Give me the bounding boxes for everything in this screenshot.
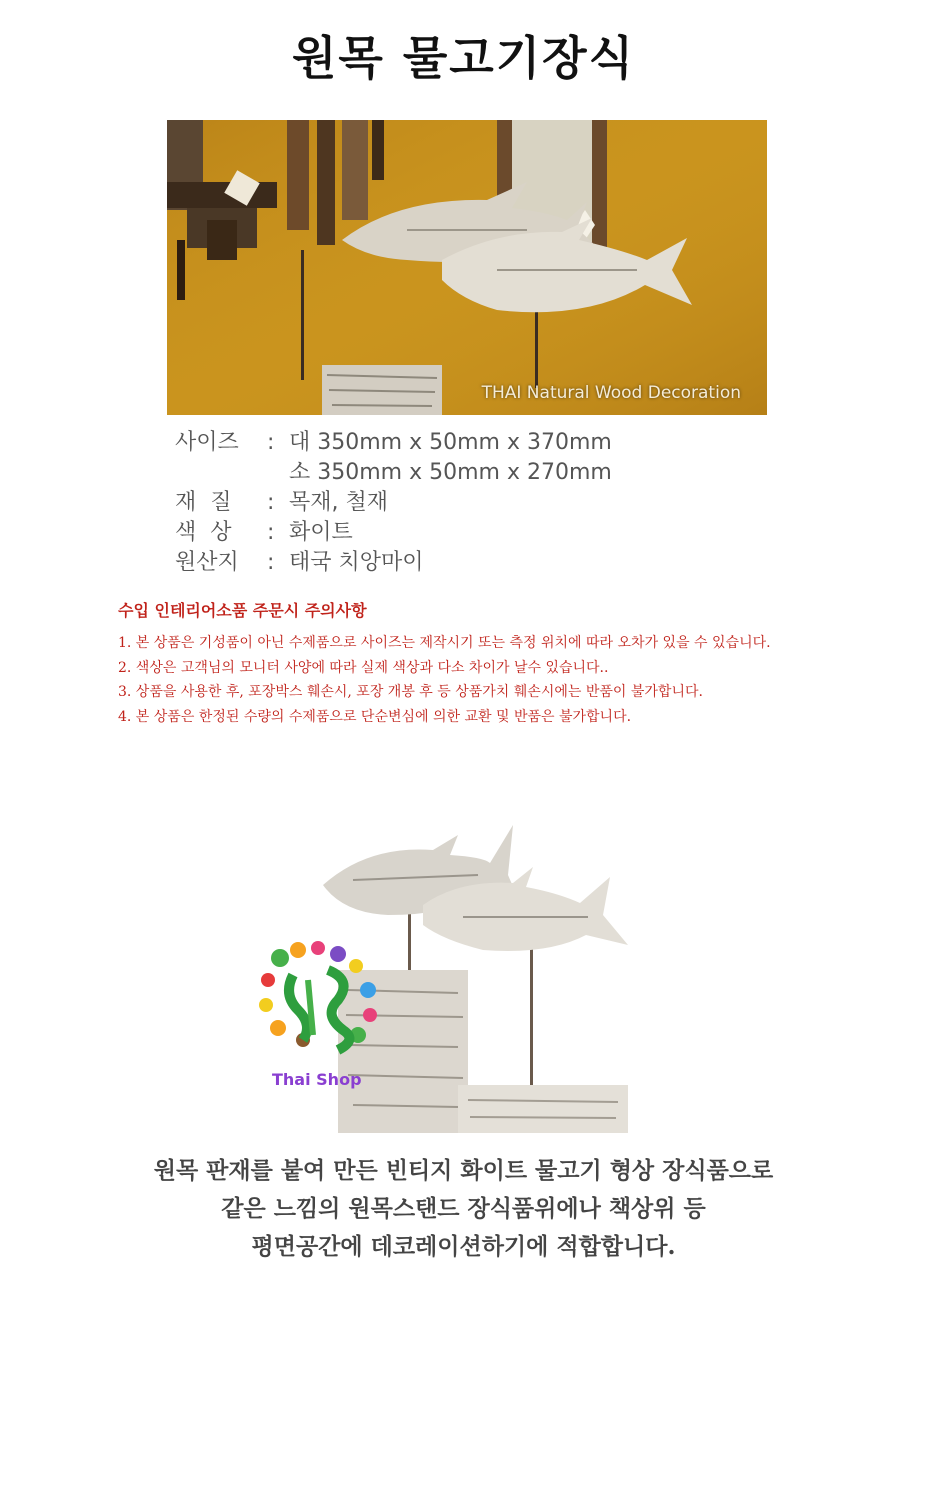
- spec-label: 색 상: [175, 520, 232, 545]
- description-line: 원목 판재를 붙여 만든 빈티지 화이트 물고기 형상 장식품으로: [153, 1157, 774, 1184]
- spec-value: 목재, 철재: [289, 490, 388, 515]
- description-line: 평면공간에 데코레이션하기에 적합합니다.: [251, 1233, 676, 1260]
- spec-row-color: [175, 518, 612, 548]
- spec-value: 화이트: [289, 520, 353, 545]
- description-line: 같은 느낌의 원목스탠드 장식품위에나 책상위 등: [221, 1195, 706, 1222]
- product-photo-wall: [167, 120, 767, 415]
- spec-row-origin: [175, 548, 612, 578]
- spec-label: 재 질: [175, 490, 232, 515]
- spec-label: [175, 458, 267, 488]
- product-specs: [175, 428, 612, 578]
- notice-title: 수입 인테리어소품 주문시 주의사항: [118, 601, 367, 620]
- spec-row-material: [175, 488, 612, 518]
- spec-colon-blank: [267, 458, 289, 488]
- spec-value: 대 350mm x 50mm x 370mm: [289, 430, 612, 455]
- spec-colon: :: [267, 550, 275, 575]
- thai-shop-logo: [258, 940, 383, 1070]
- spec-row-size-small: [175, 458, 612, 488]
- spec-colon: :: [267, 490, 275, 515]
- notice-item: 4. 본 상품은 한정된 수량의 수제품으로 단순변심에 의한 교환 및 반품은 불가합니다.: [118, 708, 632, 725]
- logo-text: Thai Shop: [272, 1070, 362, 1089]
- wall-scene-illustration: [167, 120, 767, 415]
- notice-item: 1. 본 상품은 기성품이 아닌 수제품으로 사이즈는 제작시기 또는 측정 위치에 따라 오차가 있을 수 있습니다.: [118, 635, 771, 651]
- spec-label: 원산지: [175, 550, 239, 575]
- notice-item: 2. 색상은 고객님의 모니터 사양에 따라 실제 색상과 다소 차이가 날수 있습니다..: [118, 659, 609, 676]
- spec-value: 소 350mm x 50mm x 270mm: [289, 460, 612, 485]
- notice-item: 3. 상품을 사용한 후, 포장박스 훼손시, 포장 개봉 후 등 상품가치 훼손시에는 반품이 불가합니다.: [118, 684, 703, 700]
- spec-label: 사이즈: [175, 430, 239, 455]
- spec-colon: :: [267, 520, 275, 545]
- page-title: 원목 물고기장식: [291, 31, 636, 85]
- order-notice: [118, 598, 771, 729]
- photo-watermark: THAI Natural Wood Decoration: [481, 383, 741, 403]
- product-description: [0, 1152, 927, 1266]
- spec-row-size: [175, 428, 612, 458]
- spec-value: 태국 치앙마이: [289, 550, 424, 575]
- spec-colon: :: [267, 430, 275, 455]
